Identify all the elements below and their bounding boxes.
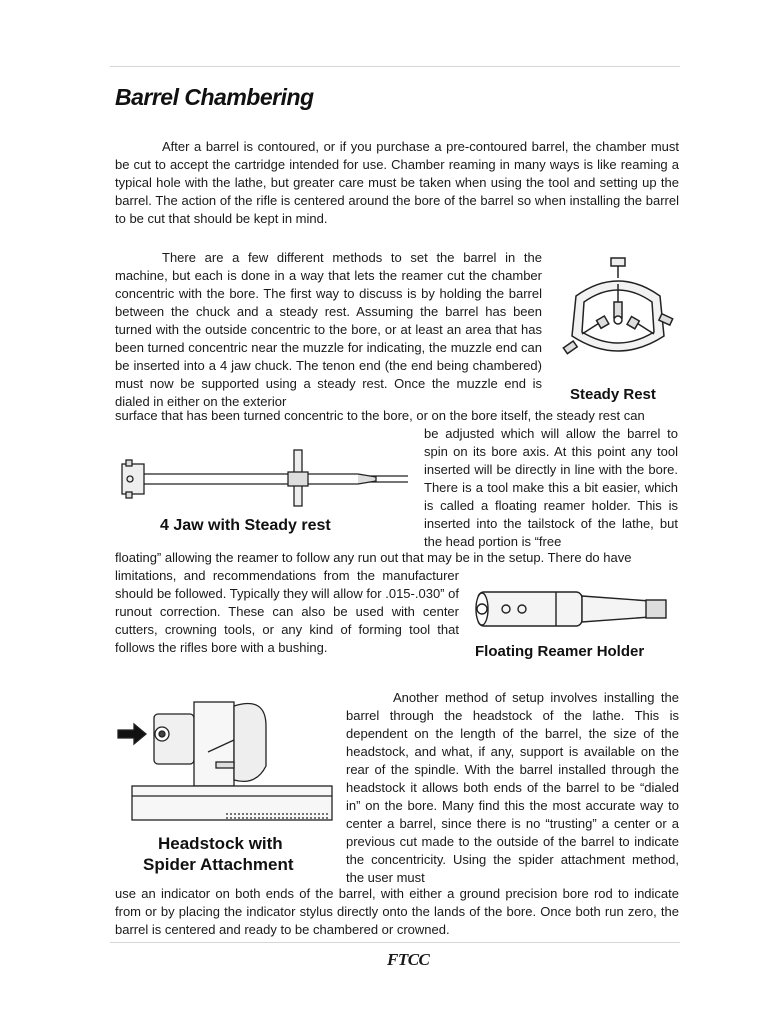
steady-rest-figure (556, 256, 680, 380)
page-title: Barrel Chambering (115, 84, 314, 110)
paragraph-2-part-a: There are a few different methods to set the barrel in the machine, but each is done in a way that lets the reamer cut the chamber concentric with the bore. The first way to discuss is by holding the barrel between the chuck and a steady rest. Assuming the barrel has been turned with the outside concentric to the bore, or at least an area that has been turned concentric near the muzzle for indicating, the muzzle end can be inserted into a 4 jaw chuck. The tenon end (the end being chambered) must now be supported using a steady rest. Once the muzzle end is dialed in either on the exterior (115, 250, 542, 409)
floating-reamer-figure (470, 580, 678, 638)
paragraph-2-part-d: floating” allowing the reamer to follow any run out that may be in the setup. There do have (115, 550, 632, 565)
floating-reamer-holder-icon (470, 580, 678, 638)
four-jaw-figure (118, 446, 418, 510)
headstock-caption-line-2: Spider Attachment (143, 855, 294, 874)
ftcc-logo: FTCC (387, 950, 430, 969)
paragraph-3-part-b: use an indicator on both ends of the barrel, with either a ground precision bore rod to indicate from or by placing the indicator stylus directly onto the lands of the bore. Once both run zero, the barrel is centered and ready to be chambered or crowned. (115, 886, 679, 937)
headstock-spider-icon (116, 696, 334, 832)
four-jaw-caption: 4 Jaw with Steady rest (160, 517, 331, 534)
paragraph-3-part-a: Another method of setup involves installing the barrel through the headstock of the lathe. This is dependent on the length of the barrel, the size of the headstock, and what, if any, support is available on the rear of the spindle. With the barrel installed through the headstock it allows both ends of the barrel to be “dialed in” on the bore. Many find this the most accurate way to center a barrel, since there is no “trusting” a center or a previous cut made to the outside of the barrel to indicate the concentricity. Using the spider attachment method, the user must (346, 690, 679, 885)
four-jaw-chuck-icon (118, 446, 418, 510)
steady-rest-caption: Steady Rest (570, 386, 656, 403)
headstock-caption-line-1: Headstock with (158, 834, 283, 853)
headstock-figure (116, 696, 334, 832)
floating-reamer-caption: Floating Reamer Holder (475, 643, 645, 660)
steady-rest-icon (556, 256, 680, 380)
paragraph-2-part-c: be adjusted which will allow the barrel to spin on its bore axis. At this point any tool inserted will be directly in line with the bore. There is a tool make this a bit easier, which is called a floating reamer holder. This is inserted into the tailstock of the lathe, but the head portion is “free (424, 426, 678, 549)
top-rule (110, 66, 680, 67)
paragraph-2-part-e: limitations, and recommendations from the manufacturer should be followed. Typically they will allow for .015-.030” of runout correction. These can also be used with center cutters, crowning tools, or any kind of forming tool that follows the rifles bore with a bushing. (115, 568, 459, 655)
paragraph-1: After a barrel is contoured, or if you purchase a pre-contoured barrel, the chamber must be cut to accept the cartridge intended for use. Chamber reaming in many ways is like reaming a typical hole with the lathe, but greater care must be taken when using the tool and setting up the barrel. The action of the rifle is centered around the bore of the barrel so when installing the barrel to be cut that should be kept in mind. (115, 139, 679, 226)
bottom-rule (110, 942, 680, 943)
paragraph-2-part-b: surface that has been turned concentric to the bore, or on the bore itself, the steady rest can (115, 408, 645, 423)
